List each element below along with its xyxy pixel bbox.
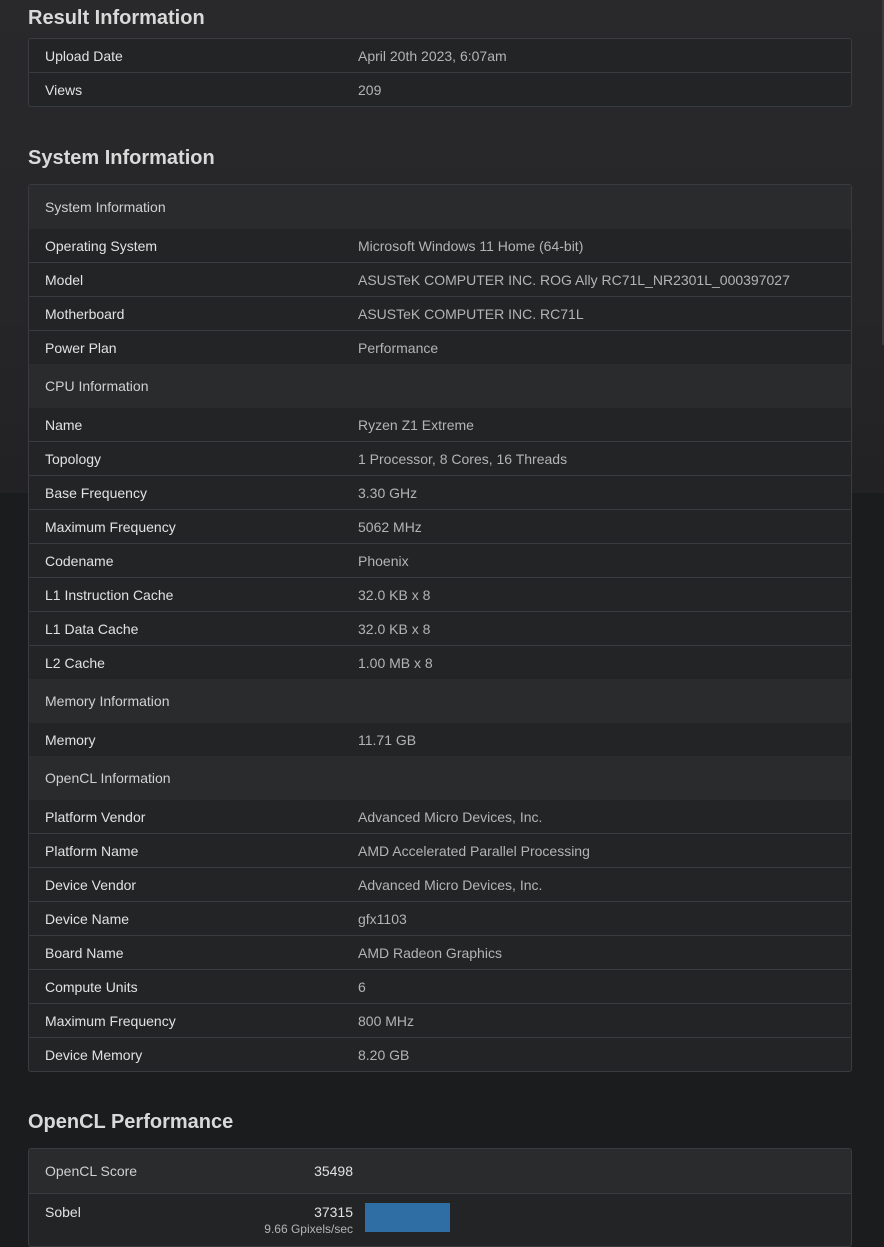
row-value: Advanced Micro Devices, Inc. bbox=[358, 876, 543, 893]
row-value: AMD Accelerated Parallel Processing bbox=[358, 842, 590, 859]
row-value: 32.0 KB x 8 bbox=[358, 586, 431, 603]
test-rate: 9.66 Gpixels/sec bbox=[264, 1222, 353, 1236]
info-row bbox=[29, 1037, 851, 1071]
row-key: Base Frequency bbox=[45, 484, 147, 501]
row-key: Topology bbox=[45, 450, 102, 467]
row-value: 1.00 MB x 8 bbox=[358, 654, 433, 671]
row-value: April 20th 2023, 6:07am bbox=[358, 47, 507, 64]
row-key: L1 Instruction Cache bbox=[45, 586, 174, 603]
row-key: Memory bbox=[45, 731, 96, 748]
row-key: Name bbox=[45, 416, 83, 433]
row-value: Advanced Micro Devices, Inc. bbox=[358, 808, 543, 825]
row-value: 3.30 GHz bbox=[358, 484, 418, 501]
row-key: Motherboard bbox=[45, 305, 125, 322]
system-information-title: System Information bbox=[28, 147, 215, 169]
row-key: Board Name bbox=[45, 944, 124, 961]
row-key: Compute Units bbox=[45, 978, 138, 995]
row-value: Performance bbox=[358, 339, 439, 356]
row-key: L2 Cache bbox=[45, 654, 105, 671]
info-row bbox=[29, 833, 851, 867]
section-heading: Memory Information bbox=[29, 679, 851, 723]
system-information-panel bbox=[28, 184, 852, 1072]
test-result bbox=[229, 1194, 353, 1246]
row-value: 800 MHz bbox=[358, 1012, 415, 1029]
opencl-performance-title: OpenCL Performance bbox=[28, 1111, 234, 1133]
row-value: Ryzen Z1 Extreme bbox=[358, 416, 474, 433]
info-row bbox=[29, 408, 851, 441]
views-row bbox=[29, 72, 851, 106]
info-row bbox=[29, 229, 851, 262]
row-key: Power Plan bbox=[45, 339, 117, 356]
section-heading: CPU Information bbox=[29, 364, 851, 408]
row-value: 5062 MHz bbox=[358, 518, 422, 535]
row-key: Views bbox=[45, 81, 83, 98]
row-value: 11.71 GB bbox=[358, 731, 417, 748]
row-value: ASUSTeK COMPUTER INC. RC71L bbox=[358, 305, 584, 322]
result-information-panel bbox=[28, 38, 852, 107]
row-value: 8.20 GB bbox=[358, 1046, 410, 1063]
info-row bbox=[29, 543, 851, 577]
info-row bbox=[29, 296, 851, 330]
row-value: 209 bbox=[358, 81, 382, 98]
info-row bbox=[29, 509, 851, 543]
info-row bbox=[29, 901, 851, 935]
info-row bbox=[29, 577, 851, 611]
row-value: AMD Radeon Graphics bbox=[358, 944, 502, 961]
row-key: Device Vendor bbox=[45, 876, 137, 893]
row-value: Microsoft Windows 11 Home (64-bit) bbox=[358, 237, 584, 254]
sobel-test-row bbox=[29, 1194, 851, 1246]
info-row bbox=[29, 800, 851, 833]
row-value: 32.0 KB x 8 bbox=[358, 620, 431, 637]
row-key: Upload Date bbox=[45, 47, 123, 64]
opencl-score-value: 35498 bbox=[314, 1163, 353, 1179]
info-row bbox=[29, 475, 851, 509]
row-value: Phoenix bbox=[358, 552, 409, 569]
row-key: Maximum Frequency bbox=[45, 1012, 176, 1029]
row-key: Codename bbox=[45, 552, 114, 569]
info-row bbox=[29, 723, 851, 756]
test-score: 37315 bbox=[314, 1204, 353, 1220]
info-row bbox=[29, 645, 851, 679]
row-key: Device Memory bbox=[45, 1046, 143, 1063]
row-value: 1 Processor, 8 Cores, 16 Threads bbox=[358, 450, 568, 467]
result-information-title: Result Information bbox=[28, 7, 205, 29]
test-score-bar bbox=[365, 1203, 450, 1232]
opencl-score-row bbox=[29, 1149, 851, 1194]
info-row bbox=[29, 262, 851, 296]
row-key: Model bbox=[45, 271, 84, 288]
row-key: Operating System bbox=[45, 237, 158, 254]
row-value: ASUSTeK COMPUTER INC. ROG Ally RC71L_NR2301L_000397027 bbox=[358, 271, 790, 288]
section-heading: OpenCL Information bbox=[29, 756, 851, 800]
row-key: Platform Name bbox=[45, 842, 139, 859]
info-row bbox=[29, 969, 851, 1003]
test-name: Sobel bbox=[45, 1204, 81, 1220]
info-row bbox=[29, 935, 851, 969]
row-key: Platform Vendor bbox=[45, 808, 146, 825]
section-heading: System Information bbox=[29, 185, 851, 229]
info-row bbox=[29, 330, 851, 364]
info-row bbox=[29, 441, 851, 475]
row-key: Device Name bbox=[45, 910, 130, 927]
row-value: 6 bbox=[358, 978, 366, 995]
row-key: L1 Data Cache bbox=[45, 620, 139, 637]
info-row bbox=[29, 611, 851, 645]
upload-date-row bbox=[29, 39, 851, 72]
info-row bbox=[29, 867, 851, 901]
opencl-score-label: OpenCL Score bbox=[45, 1163, 138, 1179]
row-value: gfx1103 bbox=[358, 910, 407, 927]
row-key: Maximum Frequency bbox=[45, 518, 176, 535]
opencl-performance-panel bbox=[28, 1148, 852, 1247]
info-row bbox=[29, 1003, 851, 1037]
